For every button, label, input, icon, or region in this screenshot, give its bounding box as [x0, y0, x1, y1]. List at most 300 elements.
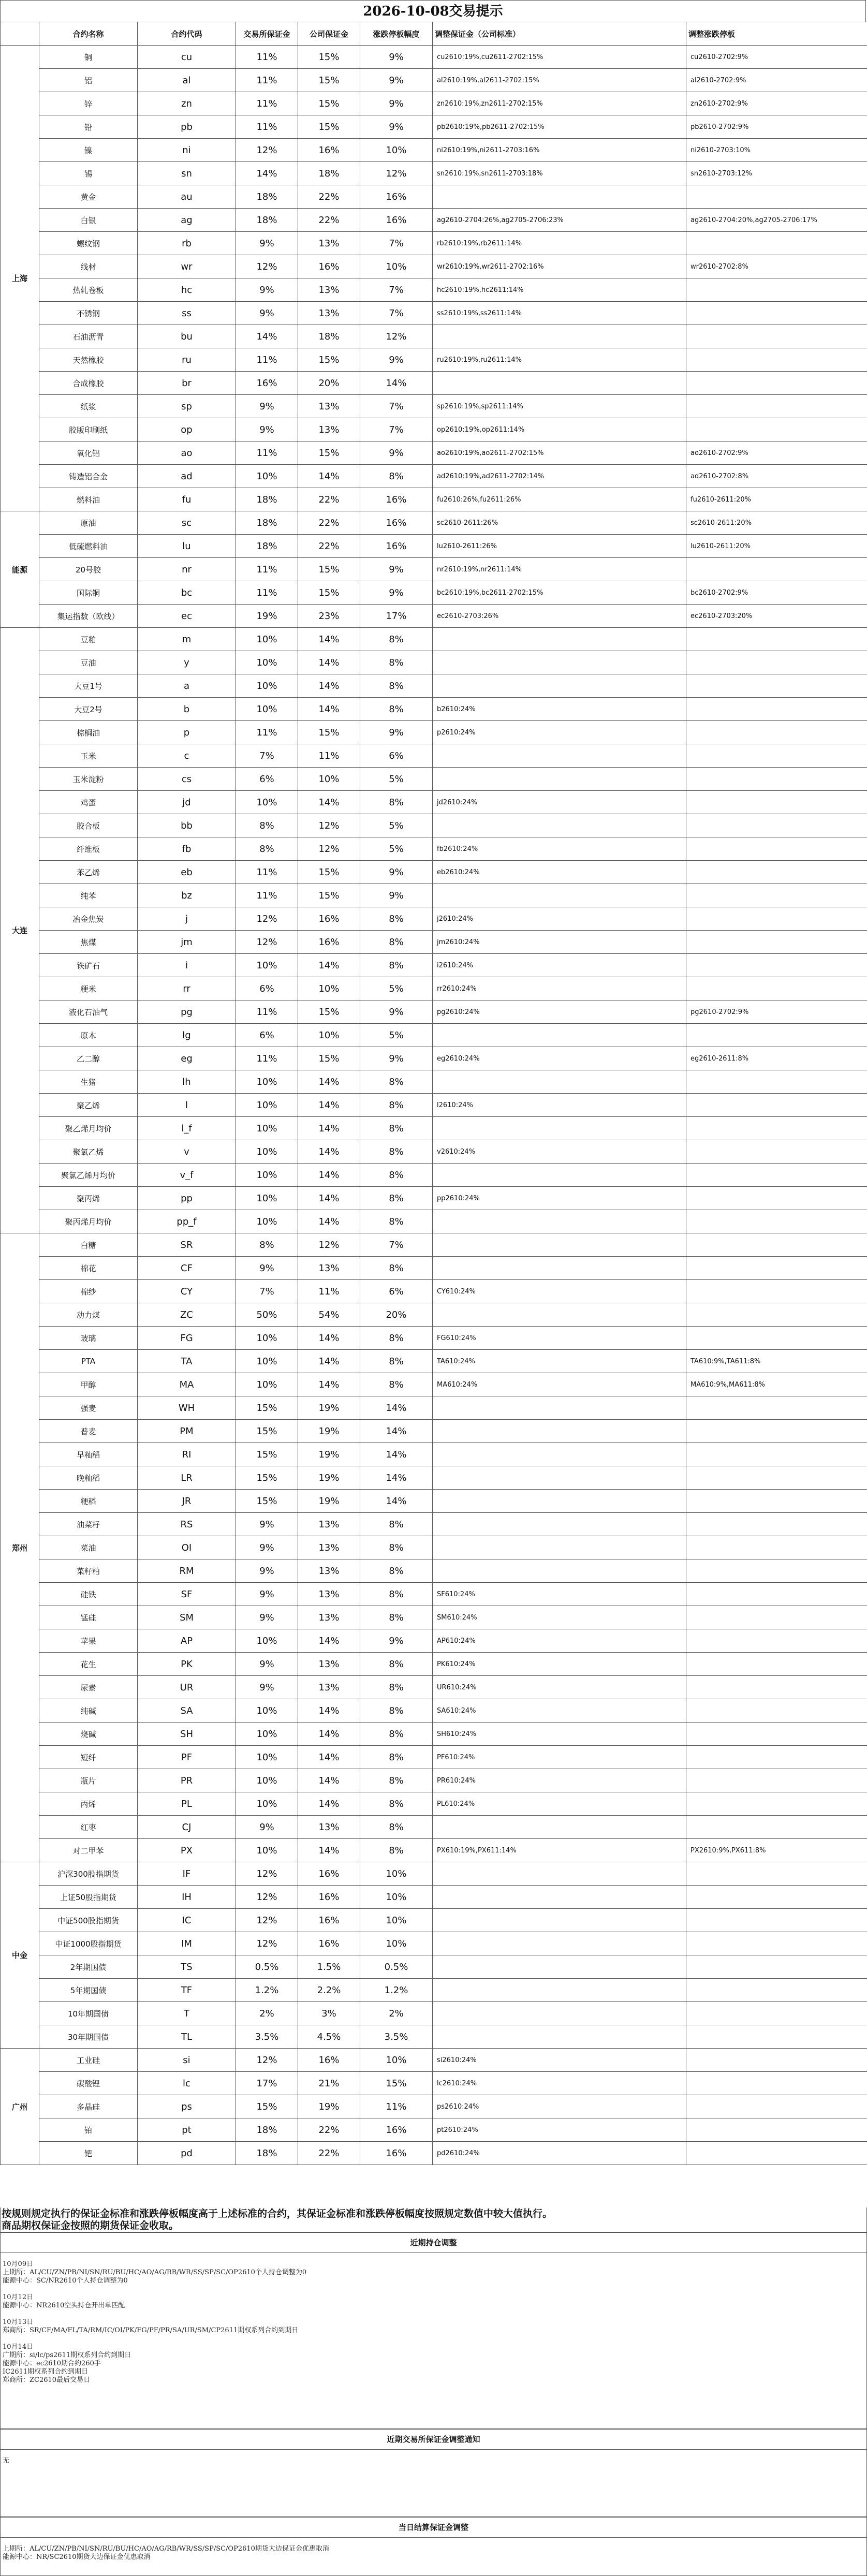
adjusted-limit-cell: [686, 768, 867, 791]
limit-cell: 16%: [360, 535, 433, 558]
adjusted-margin-cell: PL610:24%: [433, 1792, 686, 1816]
company-margin-cell: 14%: [298, 628, 360, 651]
adjusted-limit-cell: [686, 1466, 867, 1490]
limit-cell: 5%: [360, 977, 433, 1000]
exchange-cell: 上海: [1, 46, 39, 511]
adjusted-limit-cell: [686, 1723, 867, 1746]
table-row: [1, 1420, 867, 1443]
adjusted-margin-cell: nr2610:19%,nr2611:14%: [433, 558, 686, 581]
settlement-margin-content: [0, 2538, 867, 2576]
company-margin-cell: 14%: [298, 1117, 360, 1140]
adjusted-margin-cell: PX610:19%,PX611:14%: [433, 1839, 686, 1862]
contract-code-cell: bz: [138, 884, 236, 907]
adjusted-limit-cell: [686, 791, 867, 814]
exchange-margin-cell: 6%: [236, 1024, 298, 1047]
limit-cell: 8%: [360, 1210, 433, 1233]
adjusted-limit-cell: [686, 1280, 867, 1303]
company-margin-cell: 22%: [298, 185, 360, 209]
section-title: 近期持仓调整: [0, 2232, 867, 2253]
table-row: [1, 511, 867, 535]
limit-cell: 10%: [360, 1909, 433, 1932]
adjusted-limit-cell: [686, 2002, 867, 2025]
contract-name-cell: 锡: [39, 162, 138, 185]
limit-cell: 9%: [360, 348, 433, 372]
contract-code-cell: pt: [138, 2118, 236, 2142]
table-row: [1, 2025, 867, 2049]
table-row: [1, 1699, 867, 1723]
adjusted-limit-cell: [686, 651, 867, 674]
limit-cell: 17%: [360, 605, 433, 628]
contract-code-cell: ru: [138, 348, 236, 372]
adjusted-margin-cell: pp2610:24%: [433, 1187, 686, 1210]
adjusted-margin-cell: CY610:24%: [433, 1280, 686, 1303]
contract-name-cell: 液化石油气: [39, 1000, 138, 1024]
adjusted-margin-cell: [433, 1070, 686, 1094]
table-row: [1, 1769, 867, 1792]
adjusted-margin-cell: [433, 1210, 686, 1233]
adjusted-limit-cell: [686, 1024, 867, 1047]
limit-cell: 8%: [360, 674, 433, 698]
adjusted-limit-cell: [686, 744, 867, 768]
table-row: [1, 1606, 867, 1629]
limit-cell: 16%: [360, 209, 433, 232]
adjusted-margin-cell: i2610:24%: [433, 954, 686, 977]
adjusted-margin-cell: eg2610:24%: [433, 1047, 686, 1070]
adjusted-margin-cell: PR610:24%: [433, 1769, 686, 1792]
contract-name-cell: 胶版印刷纸: [39, 418, 138, 441]
adjusted-limit-cell: ec2610-2703:20%: [686, 605, 867, 628]
exchange-margin-cell: 10%: [236, 1629, 298, 1653]
contract-code-cell: jd: [138, 791, 236, 814]
exchange-margin-cell: 11%: [236, 1047, 298, 1070]
contract-code-cell: eb: [138, 861, 236, 884]
contract-name-cell: 20号胶: [39, 558, 138, 581]
company-margin-cell: 15%: [298, 884, 360, 907]
adjusted-limit-cell: [686, 1513, 867, 1536]
limit-cell: 8%: [360, 1723, 433, 1746]
table-row: [1, 1909, 867, 1932]
adjusted-margin-cell: [433, 1816, 686, 1839]
company-margin-cell: 19%: [298, 2095, 360, 2118]
exchange-margin-cell: 12%: [236, 139, 298, 162]
exchange-margin-cell: 50%: [236, 1303, 298, 1327]
limit-cell: 10%: [360, 255, 433, 278]
section-title: 近期交易所保证金调整通知: [0, 2429, 867, 2450]
contract-code-cell: pp: [138, 1187, 236, 1210]
exchange-margin-cell: 9%: [236, 1583, 298, 1606]
company-margin-cell: 15%: [298, 1000, 360, 1024]
table-row: [1, 1932, 867, 1955]
adjusted-limit-cell: [686, 907, 867, 931]
adjusted-margin-cell: TA610:24%: [433, 1350, 686, 1373]
limit-cell: 9%: [360, 558, 433, 581]
adjusted-margin-cell: b2610:24%: [433, 698, 686, 721]
exchange-cell: 大连: [1, 628, 39, 1233]
section-line: 10月12日: [3, 2293, 34, 2301]
contract-name-cell: 玉米淀粉: [39, 768, 138, 791]
contract-code-cell: lu: [138, 535, 236, 558]
contract-name-cell: 强麦: [39, 1396, 138, 1420]
contract-code-cell: TA: [138, 1350, 236, 1373]
adjusted-margin-cell: MA610:24%: [433, 1373, 686, 1396]
company-margin-cell: 13%: [298, 1676, 360, 1699]
contract-code-cell: RS: [138, 1513, 236, 1536]
contract-code-cell: rb: [138, 232, 236, 255]
company-margin-cell: 13%: [298, 395, 360, 418]
contract-name-cell: 多晶硅: [39, 2095, 138, 2118]
adjusted-margin-cell: si2610:24%: [433, 2049, 686, 2072]
contract-code-cell: OI: [138, 1536, 236, 1559]
exchange-margin-cell: 10%: [236, 1140, 298, 1164]
contract-name-cell: 铝: [39, 69, 138, 92]
company-margin-cell: 14%: [298, 1723, 360, 1746]
table-row: [1, 581, 867, 605]
contract-name-cell: 纯碱: [39, 1699, 138, 1723]
limit-cell: 10%: [360, 2049, 433, 2072]
limit-cell: 16%: [360, 2118, 433, 2142]
exchange-margin-cell: 12%: [236, 2049, 298, 2072]
adjusted-margin-cell: [433, 1303, 686, 1327]
contract-code-cell: au: [138, 185, 236, 209]
adjusted-limit-cell: [686, 2025, 867, 2049]
contract-name-cell: 红枣: [39, 1816, 138, 1839]
table-row: [1, 1816, 867, 1839]
table-row: [1, 348, 867, 372]
exchange-margin-cell: 10%: [236, 1070, 298, 1094]
exchange-margin-cell: 8%: [236, 1233, 298, 1257]
contract-name-cell: 菜油: [39, 1536, 138, 1559]
exchange-margin-cell: 10%: [236, 1839, 298, 1862]
adjusted-limit-cell: [686, 628, 867, 651]
exchange-margin-cell: 10%: [236, 1373, 298, 1396]
contract-name-cell: 大豆2号: [39, 698, 138, 721]
contract-name-cell: 合成橡胶: [39, 372, 138, 395]
company-margin-cell: 13%: [298, 418, 360, 441]
adjusted-margin-cell: [433, 372, 686, 395]
contract-name-cell: 石油沥青: [39, 325, 138, 348]
exchange-margin-cell: 9%: [236, 1559, 298, 1583]
exchange-margin-cell: 12%: [236, 907, 298, 931]
exchange-margin-cell: 12%: [236, 1886, 298, 1909]
adjusted-limit-cell: [686, 278, 867, 302]
table-row: [1, 1443, 867, 1466]
section-line: 上期所：AL/CU/ZN/PB/NI/SN/RU/BU/HC/AO/AG/RB/WR/SS/SP/SC/OP2610个人持仓调整为0: [3, 2269, 307, 2276]
exchange-margin-cell: 10%: [236, 651, 298, 674]
limit-cell: 9%: [360, 69, 433, 92]
table-row: [1, 1559, 867, 1583]
company-margin-cell: 15%: [298, 115, 360, 139]
limit-cell: 9%: [360, 46, 433, 69]
limit-cell: 14%: [360, 1420, 433, 1443]
contract-code-cell: pd: [138, 2142, 236, 2165]
company-margin-cell: 2.2%: [298, 1979, 360, 2002]
table-row: [1, 1886, 867, 1909]
contract-name-cell: 聚乙烯: [39, 1094, 138, 1117]
table-row: [1, 2118, 867, 2142]
limit-cell: 9%: [360, 721, 433, 744]
limit-cell: 7%: [360, 418, 433, 441]
adjusted-limit-cell: [686, 1979, 867, 2002]
adjusted-limit-cell: [686, 2095, 867, 2118]
table-row: [1, 1792, 867, 1816]
table-row: [1, 1466, 867, 1490]
adjusted-margin-cell: [433, 1466, 686, 1490]
adjusted-margin-cell: pt2610:24%: [433, 2118, 686, 2142]
contract-code-cell: PF: [138, 1746, 236, 1769]
adjusted-limit-cell: [686, 931, 867, 954]
contract-name-cell: 国际铜: [39, 581, 138, 605]
table-row: [1, 884, 867, 907]
contract-code-cell: ec: [138, 605, 236, 628]
company-margin-cell: 12%: [298, 837, 360, 861]
table-row: [1, 1094, 867, 1117]
exchange-margin-cell: 10%: [236, 1187, 298, 1210]
company-margin-cell: 15%: [298, 1047, 360, 1070]
table-row: [1, 558, 867, 581]
limit-cell: 9%: [360, 1629, 433, 1653]
company-margin-cell: 15%: [298, 348, 360, 372]
contract-name-cell: 鸡蛋: [39, 791, 138, 814]
contract-code-cell: b: [138, 698, 236, 721]
limit-cell: 16%: [360, 185, 433, 209]
contract-name-cell: 瓶片: [39, 1769, 138, 1792]
adjusted-limit-cell: [686, 418, 867, 441]
exchange-margin-cell: 8%: [236, 837, 298, 861]
company-margin-cell: 22%: [298, 2142, 360, 2165]
adjusted-limit-cell: ag2610-2704:20%,ag2705-2706:17%: [686, 209, 867, 232]
company-margin-cell: 20%: [298, 372, 360, 395]
company-margin-cell: 54%: [298, 1303, 360, 1327]
company-margin-cell: 22%: [298, 2118, 360, 2142]
adjusted-margin-cell: ps2610:24%: [433, 2095, 686, 2118]
table-row: [1, 1490, 867, 1513]
contract-name-cell: 胶合板: [39, 814, 138, 837]
adjusted-margin-cell: [433, 1233, 686, 1257]
adjusted-limit-cell: [686, 1606, 867, 1629]
adjusted-margin-cell: [433, 1490, 686, 1513]
table-row: [1, 1187, 867, 1210]
contract-name-cell: 天然橡胶: [39, 348, 138, 372]
exchange-margin-cell: 15%: [236, 1443, 298, 1466]
contract-name-cell: 豆粕: [39, 628, 138, 651]
limit-cell: 16%: [360, 488, 433, 511]
adjusted-margin-cell: [433, 1024, 686, 1047]
adjusted-limit-cell: [686, 1233, 867, 1257]
limit-cell: 0.5%: [360, 1955, 433, 1979]
adjusted-limit-cell: [686, 1257, 867, 1280]
table-row: [1, 907, 867, 931]
contract-name-cell: 钯: [39, 2142, 138, 2165]
table-row: [1, 698, 867, 721]
adjusted-margin-cell: [433, 1443, 686, 1466]
exchange-margin-cell: 11%: [236, 581, 298, 605]
adjusted-limit-cell: [686, 1210, 867, 1233]
limit-cell: 8%: [360, 1164, 433, 1187]
exchange-margin-cell: 9%: [236, 302, 298, 325]
exchange-margin-cell: 10%: [236, 1699, 298, 1723]
company-margin-cell: 14%: [298, 674, 360, 698]
exchange-margin-cell: 11%: [236, 884, 298, 907]
contract-code-cell: pb: [138, 115, 236, 139]
contract-code-cell: WH: [138, 1396, 236, 1420]
adjusted-limit-cell: ni2610-2703:10%: [686, 139, 867, 162]
contract-code-cell: AP: [138, 1629, 236, 1653]
contract-name-cell: 粳米: [39, 977, 138, 1000]
table-row: [1, 1536, 867, 1559]
contract-name-cell: 聚氯乙烯: [39, 1140, 138, 1164]
limit-cell: 8%: [360, 1746, 433, 1769]
adjusted-margin-cell: jd2610:24%: [433, 791, 686, 814]
contract-name-cell: 低硫燃料油: [39, 535, 138, 558]
adjusted-margin-cell: [433, 1862, 686, 1886]
exchange-margin-cell: 15%: [236, 2095, 298, 2118]
adjusted-margin-cell: [433, 814, 686, 837]
contract-name-cell: 热轧卷板: [39, 278, 138, 302]
adjusted-margin-cell: op2610:19%,op2611:14%: [433, 418, 686, 441]
company-margin-cell: 10%: [298, 977, 360, 1000]
company-margin-cell: 14%: [298, 1629, 360, 1653]
exchange-margin-cell: 10%: [236, 628, 298, 651]
adjusted-margin-cell: [433, 1955, 686, 1979]
company-margin-cell: 14%: [298, 1140, 360, 1164]
company-margin-cell: 14%: [298, 698, 360, 721]
exchange-margin-cell: 0.5%: [236, 1955, 298, 1979]
adjusted-limit-cell: ao2610-2702:9%: [686, 441, 867, 465]
limit-cell: 8%: [360, 1373, 433, 1396]
adjusted-margin-cell: ss2610:19%,ss2611:14%: [433, 302, 686, 325]
contract-name-cell: 动力煤: [39, 1303, 138, 1327]
table-row: [1, 1327, 867, 1350]
company-margin-cell: 16%: [298, 1932, 360, 1955]
limit-cell: 10%: [360, 139, 433, 162]
adjusted-limit-cell: [686, 1746, 867, 1769]
table-row: [1, 162, 867, 185]
limit-cell: 5%: [360, 837, 433, 861]
company-margin-cell: 16%: [298, 139, 360, 162]
company-margin-cell: 16%: [298, 255, 360, 278]
limit-cell: 14%: [360, 1443, 433, 1466]
adjusted-margin-cell: PK610:24%: [433, 1653, 686, 1676]
company-margin-cell: 13%: [298, 1583, 360, 1606]
contract-name-cell: 工业硅: [39, 2049, 138, 2072]
adjusted-limit-cell: [686, 1094, 867, 1117]
limit-cell: 1.2%: [360, 1979, 433, 2002]
company-margin-cell: 11%: [298, 1280, 360, 1303]
exchange-margin-cell: 9%: [236, 1676, 298, 1699]
adjusted-limit-cell: [686, 1769, 867, 1792]
table-row: [1, 1117, 867, 1140]
adjusted-limit-cell: [686, 1792, 867, 1816]
contract-name-cell: 沪深300股指期货: [39, 1862, 138, 1886]
contract-code-cell: ZC: [138, 1303, 236, 1327]
contract-code-cell: PK: [138, 1653, 236, 1676]
exchange-cell: 中金: [1, 1862, 39, 2049]
adjusted-limit-cell: [686, 1559, 867, 1583]
limit-cell: 8%: [360, 1769, 433, 1792]
adjusted-limit-cell: [686, 2118, 867, 2142]
exchange-margin-cell: 10%: [236, 1350, 298, 1373]
table-row: [1, 1676, 867, 1699]
contract-code-cell: m: [138, 628, 236, 651]
limit-cell: 3.5%: [360, 2025, 433, 2049]
adjusted-margin-cell: [433, 1396, 686, 1420]
table-row: [1, 1629, 867, 1653]
contract-name-cell: 普麦: [39, 1420, 138, 1443]
adjusted-margin-cell: [433, 1536, 686, 1559]
contract-name-cell: 铅: [39, 115, 138, 139]
contract-name-cell: 2年期国债: [39, 1955, 138, 1979]
contract-code-cell: UR: [138, 1676, 236, 1699]
company-margin-cell: 13%: [298, 1536, 360, 1559]
adjusted-margin-cell: UR610:24%: [433, 1676, 686, 1699]
company-margin-cell: 14%: [298, 1070, 360, 1094]
exchange-cell: 郑州: [1, 1233, 39, 1862]
contract-code-cell: SF: [138, 1583, 236, 1606]
contract-name-cell: 黄金: [39, 185, 138, 209]
exchange-margin-cell: 10%: [236, 1210, 298, 1233]
limit-cell: 10%: [360, 1862, 433, 1886]
contract-code-cell: ss: [138, 302, 236, 325]
contract-code-cell: l: [138, 1094, 236, 1117]
limit-cell: 7%: [360, 395, 433, 418]
contract-code-cell: p: [138, 721, 236, 744]
exchange-margin-cell: 19%: [236, 605, 298, 628]
adjusted-margin-cell: [433, 1164, 686, 1187]
margin-table: [0, 22, 867, 2165]
adjusted-margin-cell: bc2610:19%,bc2611-2702:15%: [433, 581, 686, 605]
contract-code-cell: op: [138, 418, 236, 441]
adjusted-limit-cell: [686, 1676, 867, 1699]
contract-code-cell: IC: [138, 1909, 236, 1932]
spacer: [3, 2335, 864, 2343]
company-margin-cell: 19%: [298, 1420, 360, 1443]
contract-code-cell: fb: [138, 837, 236, 861]
adjusted-limit-cell: [686, 2142, 867, 2165]
contract-code-cell: rr: [138, 977, 236, 1000]
contract-code-cell: i: [138, 954, 236, 977]
adjusted-limit-cell: [686, 721, 867, 744]
limit-cell: 8%: [360, 465, 433, 488]
contract-name-cell: 锰硅: [39, 1606, 138, 1629]
contract-code-cell: RI: [138, 1443, 236, 1466]
adjusted-margin-cell: pb2610:19%,pb2611-2702:15%: [433, 115, 686, 139]
adjusted-margin-cell: SA610:24%: [433, 1699, 686, 1723]
header-cell: 合约名称: [39, 22, 138, 46]
company-margin-cell: 14%: [298, 1769, 360, 1792]
company-margin-cell: 15%: [298, 861, 360, 884]
limit-cell: 12%: [360, 162, 433, 185]
table-row: [1, 69, 867, 92]
contract-name-cell: 棕榈油: [39, 721, 138, 744]
company-margin-cell: 14%: [298, 1839, 360, 1862]
adjusted-margin-cell: [433, 1420, 686, 1443]
limit-cell: 14%: [360, 1490, 433, 1513]
adjusted-margin-cell: SF610:24%: [433, 1583, 686, 1606]
contract-name-cell: 5年期国债: [39, 1979, 138, 2002]
section-line: 能源中心：NR/SC2610期货大边保证金优惠取消: [3, 2553, 151, 2561]
contract-name-cell: 聚乙烯月均价: [39, 1117, 138, 1140]
adjusted-limit-cell: [686, 884, 867, 907]
table-row: [1, 651, 867, 674]
contract-name-cell: 纯苯: [39, 884, 138, 907]
company-margin-cell: 19%: [298, 1466, 360, 1490]
exchange-margin-cell: 11%: [236, 115, 298, 139]
adjusted-margin-cell: pd2610:24%: [433, 2142, 686, 2165]
company-margin-cell: 16%: [298, 1909, 360, 1932]
contract-code-cell: ni: [138, 139, 236, 162]
contract-code-cell: cs: [138, 768, 236, 791]
table-row: [1, 1210, 867, 1233]
